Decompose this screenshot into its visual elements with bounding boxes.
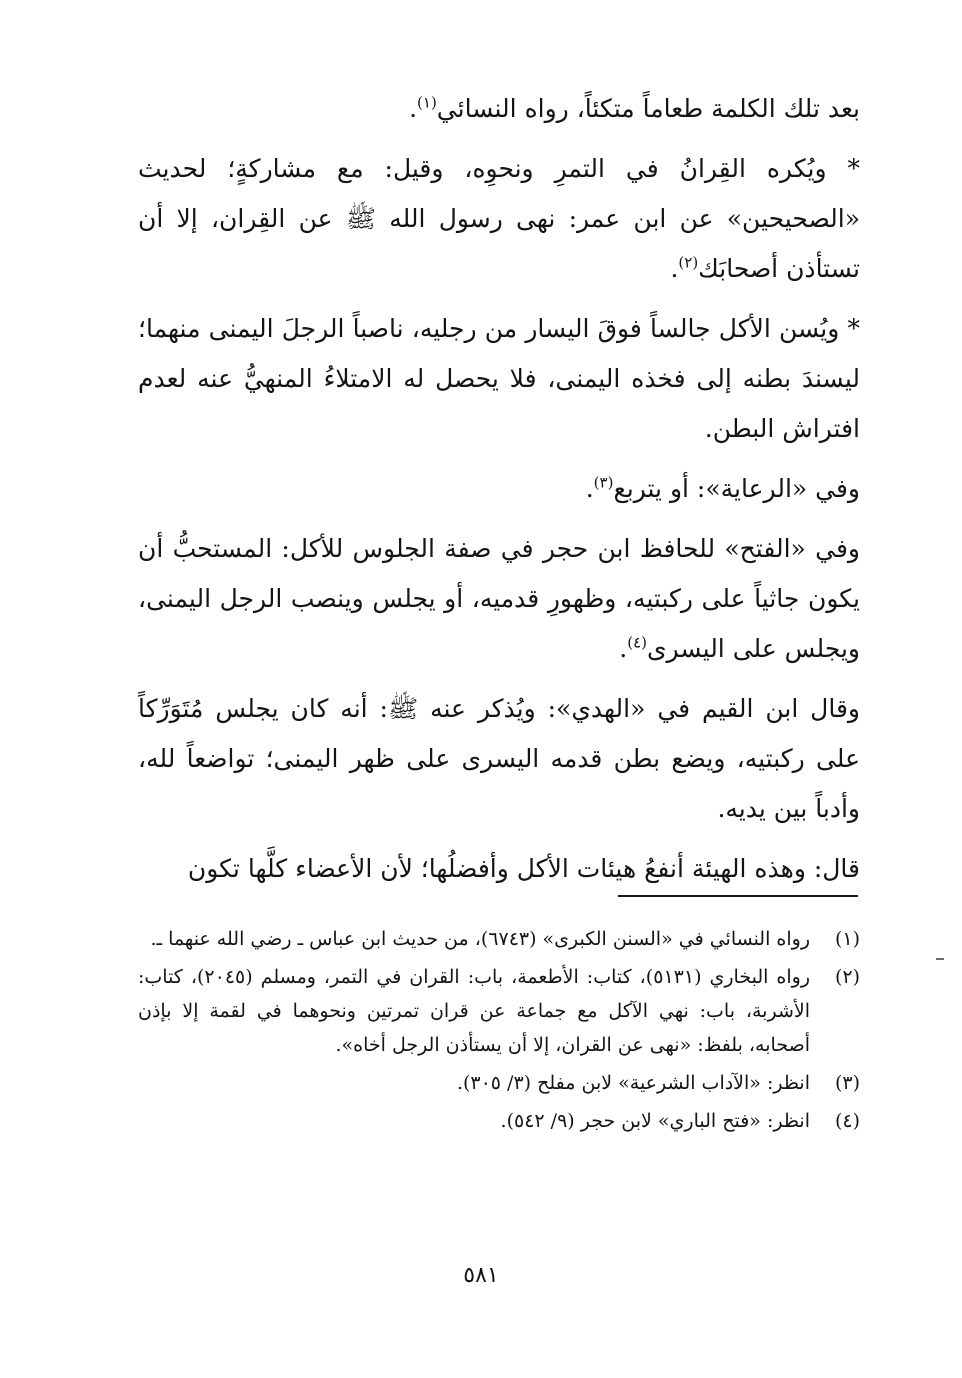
paragraph-7: قال: وهذه الهيئة أنفعُ هيئات الأكل وأفضلُها؛ لأن الأعضاء كلَّها تكون bbox=[187, 854, 860, 883]
scan-mark bbox=[936, 958, 944, 960]
footnote-text: رواه النسائي في «السنن الكبرى» (٦٧٤٣)، من حديث ابن عباس ـ رضي الله عنهما ـ. bbox=[150, 928, 810, 950]
paragraph-1: بعد تلك الكلمة طعاماً متكئاً، رواه النسائي$^{(١)}$. bbox=[409, 93, 860, 123]
footnote-4 bbox=[138, 1104, 860, 1138]
paragraph-5: وفي «الفتح» للحافظ ابن حجر في صفة الجلوس للأكل: المستحبُّ أن يكون جاثياً على ركبتيه، وظهورِ قدميه، أو يجلس وينصب الرجل اليمنى، ويجلس على اليسرى$^{(٤)}$. bbox=[138, 534, 860, 663]
footnote-number: (١) bbox=[834, 928, 860, 950]
footnote-separator bbox=[618, 895, 858, 897]
footnote-ref-3: (٣) bbox=[593, 473, 614, 492]
paragraph-2: * ويُكره القِرانُ في التمرِ ونحوِه، وقيل: مع مشاركةٍ؛ لحديث «الصحيحين» عن ابن عمر: نهى رسول الله ﷺ عن القِران، إلا أن تستأذن أصحابَك$^{(٢)}$. bbox=[138, 154, 860, 283]
paragraph-3: * ويُسن الأكل جالساً فوقَ اليسار من رجليه، ناصباً الرجلَ اليمنى منهما؛ ليسندَ بطنه إلى فخذه اليمنى، فلا يحصل له الامتلاءُ المنهيُّ عنه لعدم افتراش البطن. bbox=[138, 314, 860, 443]
footnote-number: (٣) bbox=[834, 1072, 860, 1094]
footnote-number: (٢) bbox=[834, 966, 860, 988]
footnote-1 bbox=[138, 922, 860, 956]
page-number: ٥٨١ bbox=[463, 1263, 499, 1288]
footnote-ref-1: (١) bbox=[417, 93, 437, 112]
footnote-ref-2: (٢) bbox=[678, 253, 699, 272]
footnote-3 bbox=[138, 1066, 860, 1100]
footnote-number: (٤) bbox=[834, 1110, 860, 1132]
footnotes bbox=[138, 922, 860, 1142]
paragraph-6: وقال ابن القيم في «الهدي»: ويُذكر عنه ﷺ: أنه كان يجلس مُتَوَرِّكاً على ركبتيه، ويضع بطن قدمه اليسرى على ظهر اليمنى؛ تواضعاً لله، وأدباً بين يديه. bbox=[138, 694, 860, 823]
footnote-text: انظر: «فتح الباري» لابن حجر (٩/ ٥٤٢). bbox=[500, 1110, 810, 1132]
footnote-2 bbox=[138, 960, 860, 1062]
paragraph-4: وفي «الرعاية»: أو يتربع$^{(٣)}$. bbox=[585, 473, 860, 503]
footnote-ref-4: (٤) bbox=[627, 633, 647, 652]
footnote-text: انظر: «الآداب الشرعية» لابن مفلح (٣/ ٣٠٥). bbox=[456, 1072, 810, 1094]
footnote-text: رواه البخاري (٥١٣١)، كتاب: الأطعمة، باب: القران في التمر، ومسلم (٢٠٤٥)، كتاب: الأشربة، باب: نهي الآكل مع جماعة عن قران تمرتين ونحوهما في لقمة إلا بإذن أصحابه، بلفظ: «نهى عن القران، إلا أن يستأذن الرجل أخاه». bbox=[138, 966, 810, 1056]
main-text bbox=[138, 84, 860, 904]
